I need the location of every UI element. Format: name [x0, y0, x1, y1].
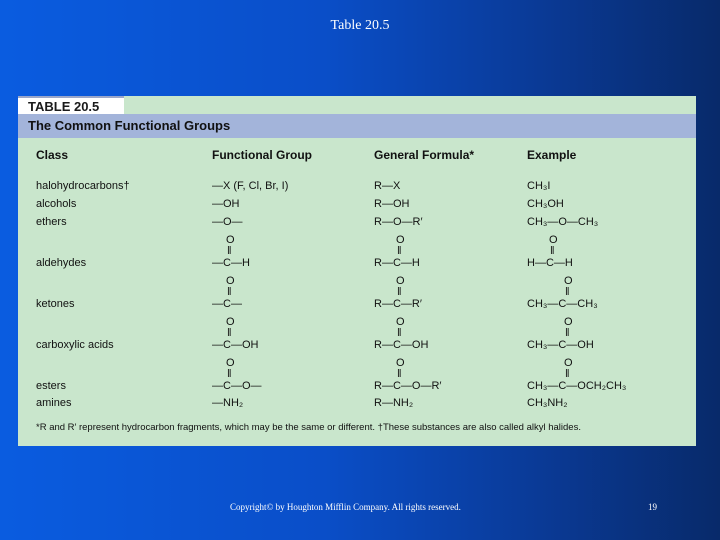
- row-alcohols-example: CH₃OH: [527, 198, 564, 210]
- row-esters-example: CH₃—C—OCH₂CH₃: [527, 380, 627, 392]
- row-amines-example: CH₃NH₂: [527, 397, 568, 409]
- table-footnote: *R and R′ represent hydrocarbon fragments, which may be the same or different. †These substances are also called alkyl halides.: [36, 422, 581, 433]
- column-header-class: Class: [36, 148, 69, 162]
- row-aldehydes-group-double-bond: ‖: [227, 245, 232, 257]
- row-halo-formula: R—X: [374, 180, 401, 192]
- row-acids-example: CH₃—C—OH: [527, 339, 594, 351]
- row-acids-example-oxygen: O: [564, 316, 573, 328]
- row-aldehydes-example-double-bond: ‖: [550, 245, 555, 257]
- row-acids-example-double-bond: ‖: [565, 327, 570, 339]
- row-acids-formula-double-bond: ‖: [397, 327, 402, 339]
- row-ketones-example-oxygen: O: [564, 275, 573, 287]
- page-number: 19: [648, 502, 657, 512]
- column-header-example: Example: [527, 148, 577, 162]
- row-esters-formula-oxygen: O: [396, 357, 405, 369]
- row-halo-group: —X (F, Cl, Br, I): [212, 180, 289, 192]
- row-acids-formula-oxygen: O: [396, 316, 405, 328]
- row-aldehydes-class: aldehydes: [36, 257, 87, 269]
- functional-groups-table: [18, 96, 696, 446]
- row-ketones-group-oxygen: O: [226, 275, 235, 287]
- row-amines-group: —NH₂: [212, 397, 244, 409]
- row-amines-formula: R—NH₂: [374, 397, 414, 409]
- row-alcohols-group: —OH: [212, 198, 240, 210]
- column-header-functional-group: Functional Group: [212, 148, 312, 162]
- row-ethers-class: ethers: [36, 216, 67, 228]
- row-esters-group-double-bond: ‖: [227, 368, 232, 380]
- row-acids-class: carboxylic acids: [36, 339, 114, 351]
- row-acids-formula: R—C—OH: [374, 339, 429, 351]
- row-esters-example-oxygen: O: [564, 357, 573, 369]
- row-aldehydes-group-oxygen: O: [226, 234, 235, 246]
- row-ketones-group-double-bond: ‖: [227, 286, 232, 298]
- row-esters-formula: R—C—O—R′: [374, 380, 442, 392]
- slide-title: Table 20.5: [330, 18, 390, 33]
- row-ethers-example: CH₃—O—CH₃: [527, 216, 599, 228]
- row-ketones-class: ketones: [36, 298, 75, 310]
- row-amines-class: amines: [36, 397, 72, 409]
- row-aldehydes-example-oxygen: O: [549, 234, 558, 246]
- row-ketones-formula-double-bond: ‖: [397, 286, 402, 298]
- row-ketones-example: CH₃—C—CH₃: [527, 298, 598, 310]
- row-ketones-example-double-bond: ‖: [565, 286, 570, 298]
- row-esters-group: —C—O—: [212, 380, 262, 392]
- row-alcohols-class: alcohols: [36, 198, 77, 210]
- row-ethers-group: —O—: [212, 216, 243, 228]
- table-tab-label: TABLE 20.5: [18, 96, 124, 116]
- copyright-notice: Copyright© by Houghton Mifflin Company. All rights reserved.: [230, 502, 461, 512]
- row-acids-group-oxygen: O: [226, 316, 235, 328]
- row-aldehydes-formula-double-bond: ‖: [397, 245, 402, 257]
- row-esters-example-double-bond: ‖: [565, 368, 570, 380]
- row-esters-group-oxygen: O: [226, 357, 235, 369]
- column-header-general-formula: General Formula*: [374, 148, 475, 162]
- row-acids-group-double-bond: ‖: [227, 327, 232, 339]
- row-aldehydes-formula-oxygen: O: [396, 234, 405, 246]
- row-halo-class: halohydrocarbons†: [36, 180, 130, 192]
- row-ketones-formula: R—C—R′: [374, 298, 422, 310]
- table-title: The Common Functional Groups: [18, 114, 696, 138]
- row-ketones-group: —C—: [212, 298, 242, 310]
- row-ketones-formula-oxygen: O: [396, 275, 405, 287]
- row-alcohols-formula: R—OH: [374, 198, 410, 210]
- row-aldehydes-formula: R—C—H: [374, 257, 420, 269]
- row-esters-class: esters: [36, 380, 66, 392]
- row-aldehydes-group: —C—H: [212, 257, 250, 269]
- row-aldehydes-example: H—C—H: [527, 257, 573, 269]
- row-halo-example: CH₃I: [527, 180, 551, 192]
- row-ethers-formula: R—O—R′: [374, 216, 423, 228]
- row-acids-group: —C—OH: [212, 339, 259, 351]
- row-esters-formula-double-bond: ‖: [397, 368, 402, 380]
